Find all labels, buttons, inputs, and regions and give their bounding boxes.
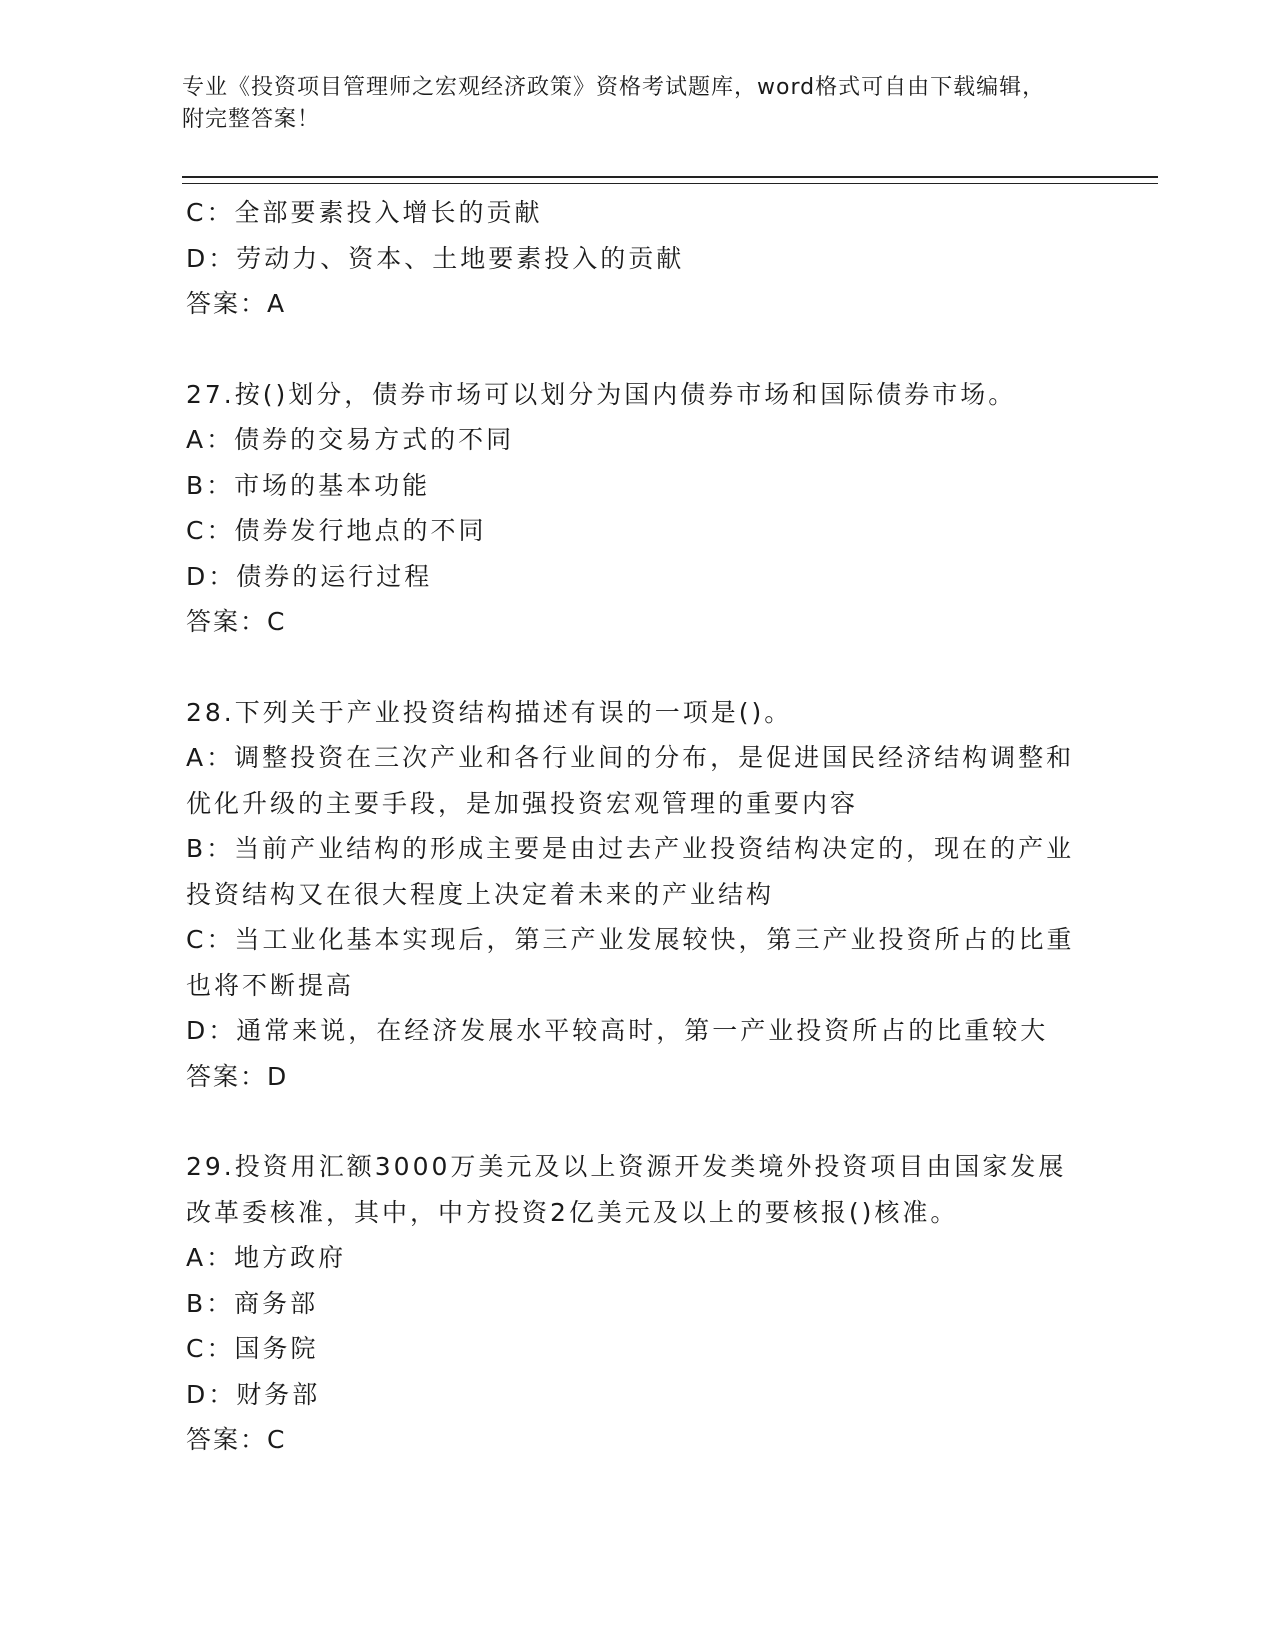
option-c: C：国务院 — [186, 1334, 319, 1363]
option-c: C：当工业化基本实现后，第三产业发展较快，第三产业投资所占的比重也将不断提高 — [186, 925, 1075, 1000]
question-stem: 27.按()划分，债券市场可以划分为国内债券市场和国际债券市场。 — [186, 379, 1017, 409]
option-d: D：债券的运行过程 — [186, 561, 433, 591]
option-c: C：债券发行地点的不同 — [186, 516, 487, 545]
option-b: B：当前产业结构的形成主要是由过去产业投资结构决定的，现在的产业投资结构又在很大程度上决定着未来的产业结构 — [186, 834, 1075, 909]
option-a: A：债券的交易方式的不同 — [186, 425, 515, 454]
option-b: B：商务部 — [186, 1288, 319, 1318]
question-29 — [186, 1144, 1086, 1463]
option-d: D：通常来说，在经济发展水平较高时，第一产业投资所占的比重较大 — [186, 1016, 1049, 1045]
spacer — [186, 645, 1086, 690]
option-d: D：财务部 — [186, 1379, 321, 1409]
document-header — [182, 72, 1052, 136]
header-text: 专业《投资项目管理师之宏观经济政策》资格考试题库，word格式可自由下载编辑，附完整答案！ — [182, 75, 1046, 132]
option-a: A：调整投资在三次产业和各行业间的分布，是促进国民经济结构调整和优化升级的主要手段，是加强投资宏观管理的重要内容 — [186, 743, 1075, 818]
header-divider-thick — [182, 176, 1158, 178]
question-list — [186, 190, 1086, 1463]
answer: 答案：C — [186, 1425, 287, 1454]
answer: 答案：D — [186, 1061, 289, 1091]
question-28 — [186, 690, 1086, 1100]
question-26-continued — [186, 190, 1086, 327]
option-a: A：地方政府 — [186, 1243, 347, 1272]
option-c: C：全部要素投入增长的贡献 — [186, 198, 543, 227]
spacer — [186, 327, 1086, 372]
option-d: D：劳动力、资本、土地要素投入的贡献 — [186, 243, 685, 273]
header-divider-thin — [182, 183, 1158, 184]
answer: 答案：A — [186, 289, 287, 318]
option-b: B：市场的基本功能 — [186, 470, 431, 500]
question-27 — [186, 372, 1086, 645]
question-stem: 28.下列关于产业投资结构描述有误的一项是()。 — [186, 697, 793, 727]
answer: 答案：C — [186, 607, 287, 636]
question-stem: 29.投资用汇额3000万美元及以上资源开发类境外投资项目由国家发展改革委核准，其中，中方投资2亿美元及以上的要核报()核准。 — [186, 1152, 1067, 1227]
spacer — [186, 1099, 1086, 1144]
